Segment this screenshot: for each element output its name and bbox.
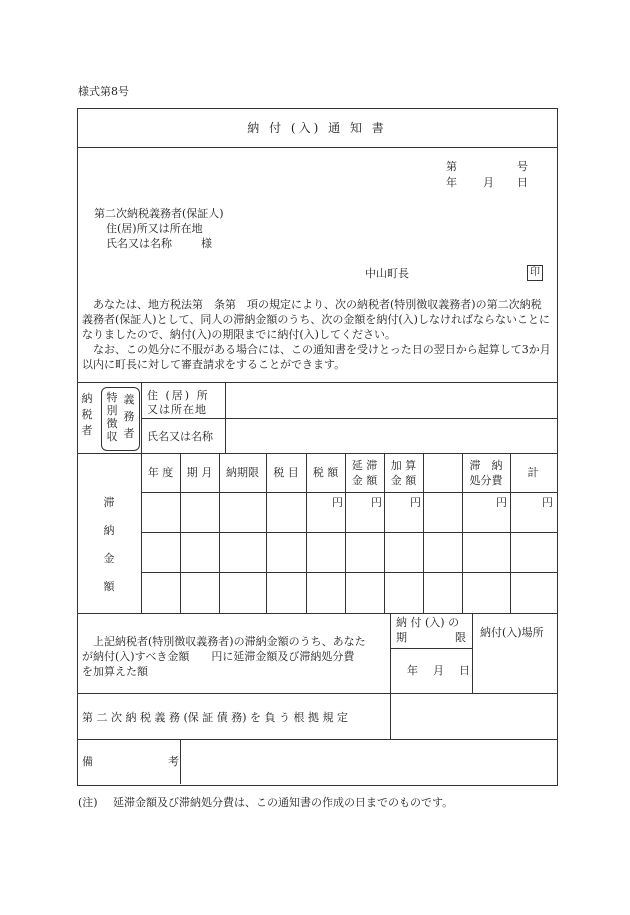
tp-address-label-2: 又は所在地: [147, 403, 207, 416]
taxpayer-mid-line: [141, 418, 557, 419]
payment-text-3: を加算えた額: [82, 665, 148, 678]
yen-additional: 円: [410, 496, 421, 509]
tp-address-label-1: 住 (居) 所: [147, 389, 210, 402]
deadline-label-1: 納 付 (入) の: [396, 616, 460, 629]
body-paragraph-1: あなたは、地方税法第 条第 項の規定により、次の納税者(特別徴収義務者)の第二次納税義務者(保証人)として、同人の滞納金額のうち、次の金額を納付(入)しなければならないことになりましたので、納付(入)の期限までに納付(入)してください。: [82, 298, 550, 341]
arrears-row-line-2: [141, 572, 557, 573]
sp2-char-2: 務: [123, 410, 135, 423]
sp2-char-1: 義: [123, 393, 135, 406]
payment-divider-2: [472, 613, 473, 693]
col-head-tax-amount: 税 額: [312, 466, 339, 479]
arr-char-1: 滞: [103, 496, 115, 509]
date-month: 月: [483, 176, 494, 189]
basis-top-line: [77, 693, 557, 694]
special-col2: [122, 391, 136, 442]
seal-stamp: 印: [527, 265, 543, 281]
basis-label: 第 二 次 納 税 義 務 (保 証 債 務) を 負 う 根 拠 規 定: [82, 711, 349, 724]
payment-text-1: 上記納税者(特別徴収義務者)の滞納金額のうち、あなた: [93, 635, 366, 648]
arrears-top-line: [77, 453, 557, 454]
addressee-address-label: 住(居)所又は所在地: [106, 222, 203, 235]
yen-tax-amount: 円: [332, 496, 343, 509]
tp-name-label: 氏名又は名称: [147, 430, 213, 443]
addressee-honorific: 様: [201, 237, 212, 250]
col-head-due-date: 納期限: [226, 466, 259, 479]
remarks-left: 備: [82, 755, 93, 768]
remarks-top-line: [77, 739, 557, 740]
sp-char-2: 別: [106, 404, 118, 417]
arrears-side-label: [102, 489, 116, 601]
arrears-header-bottom: [141, 492, 557, 493]
remarks-divider: [180, 739, 181, 784]
number-suffix: 号: [517, 160, 528, 173]
taxpayer-char-1: 納: [81, 392, 93, 405]
yen-delinquency: 円: [371, 496, 382, 509]
form-number: 様式第8号: [78, 85, 129, 98]
col-head-additional-2: 金 額: [390, 474, 417, 487]
date-day: 日: [517, 176, 528, 189]
col-head-fiscal-year: 年 度: [147, 466, 174, 479]
special-col1: [105, 391, 119, 443]
taxpayer-char-2: 税: [81, 408, 93, 421]
taxpayer-top-line: [77, 382, 557, 383]
note-prefix: (注): [78, 796, 98, 809]
body-paragraph-2: なお、この処分に不服がある場合には、この通知書を受けとった日の翌日から起算して3か月以内に町長に対して審査請求をすることができます。: [82, 343, 551, 371]
deadline-label-2b: 限: [455, 631, 466, 644]
col-head-delinquency-2: 金 額: [351, 474, 378, 487]
col-head-additional-1: 加 算: [390, 459, 417, 472]
col-line-7: [423, 453, 424, 613]
sp-char-1: 特: [106, 391, 118, 404]
arr-char-4: 額: [103, 580, 115, 593]
yen-disposition: 円: [496, 496, 507, 509]
col-head-period: 期 月: [186, 466, 213, 479]
col-head-disposition-1: 滞 納: [469, 459, 503, 472]
payment-top-line: [77, 613, 557, 614]
arrears-row-line-1: [141, 532, 557, 533]
date-year: 年: [446, 176, 457, 189]
deadline-label-2a: 期: [396, 631, 407, 644]
sp-char-4: 収: [106, 430, 118, 443]
taxpayer-char-3: 者: [81, 424, 93, 437]
issuer-name: 中山町長: [365, 267, 409, 280]
sp2-char-3: 者: [123, 427, 135, 440]
sp-char-3: 徴: [106, 417, 118, 430]
deadline-date: 年 月 日: [407, 664, 472, 677]
title-divider: [77, 147, 557, 148]
remarks-right: 考: [168, 755, 179, 768]
payment-divider-1: [390, 613, 391, 693]
yen-total: 円: [542, 496, 553, 509]
col-head-total: 計: [527, 466, 539, 479]
payment-text-2: が納付(入)すべき金額 円に延滞金額及び滞納処分費: [82, 650, 355, 663]
arr-char-3: 金: [103, 552, 115, 565]
col-head-disposition-2: 処分費: [469, 474, 503, 487]
note-text: 延滞金額及び滞納処分費は、この通知書の作成の日までのものです。: [113, 796, 454, 809]
addressee-name-label: 氏名又は名称: [106, 237, 172, 250]
form-title: 納 付 (入) 通 知 書: [247, 121, 387, 135]
col-head-delinquency-1: 延 滞: [351, 459, 378, 472]
basis-divider: [390, 693, 391, 739]
payment-place-label: 納付(入)場所: [480, 626, 544, 639]
taxpayer-label: [80, 391, 94, 439]
arr-char-2: 納: [103, 524, 115, 537]
addressee-role: 第二次納税義務者(保証人): [94, 207, 224, 220]
number-prefix: 第: [446, 160, 457, 173]
payment-mid-line: [390, 648, 472, 649]
col-head-tax-item: 税 目: [273, 466, 299, 479]
